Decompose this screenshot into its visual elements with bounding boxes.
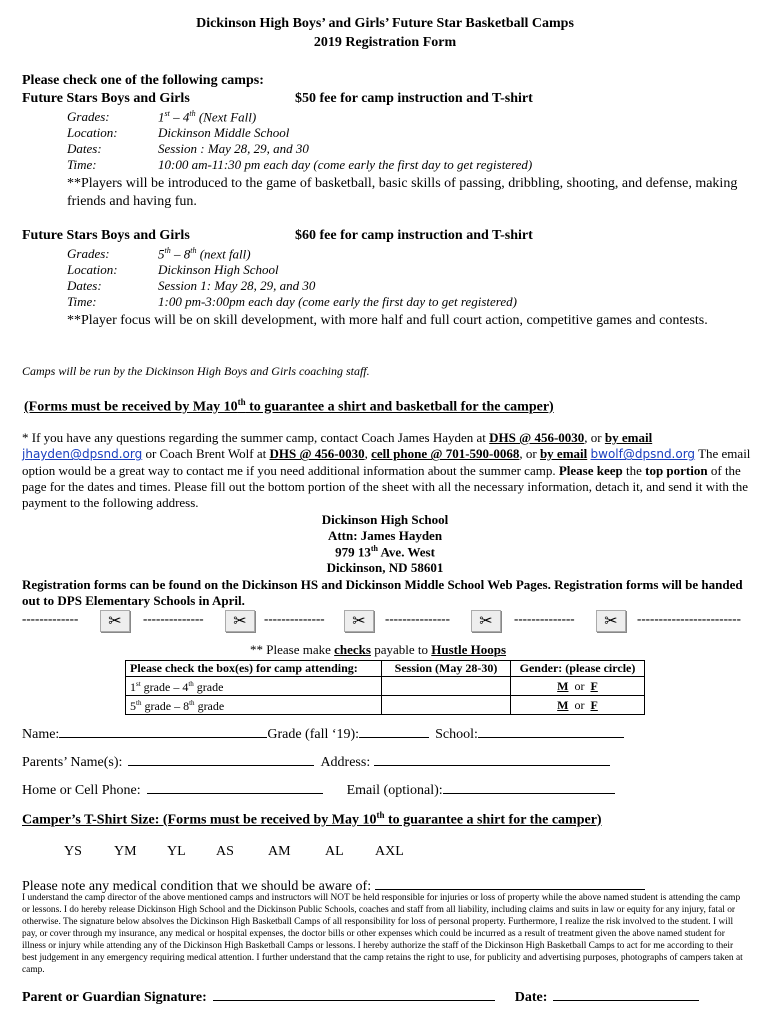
gender-cell[interactable]: M or F bbox=[511, 696, 645, 715]
page-title: Dickinson High Boys’ and Girls’ Future Star Basketball Camps bbox=[196, 16, 574, 31]
email-field[interactable] bbox=[443, 781, 615, 794]
staff-note: Camps will be run by the Dickinson High Boys and Girls coaching staff. bbox=[22, 364, 370, 378]
cut-dashes: -------------- bbox=[264, 611, 325, 626]
phone-row bbox=[22, 781, 615, 799]
liability-waiver: I understand the camp director of the above mentioned camps and instructors will NOT be held responsible for injuries or loss of property while the above named student is attending the camp or lessons. I do hereby release Dickinson High School and the Dickinson Public Schools, coaches and staff from all liability, including claims and suits in law or equity for any injury, fatal or otherwise. The signature below absolves the Dickinson High Basketball Camps of all responsibility for loss of personal property. Furthermore, I realize the risk involved to the student. I will pay, or cover through my insurance, any medical or hospital expenses, the doctor bills or other expenses which could be incurred as a result of treatment given the above named student for illness or injury while attending any of the Dickinson High Basketball Camps or lessons. I hereby authorize the staff of the Dickinson High Basketball Camps to act for me according to their best judgement in any emergency requiring medical attention. I further understand that the camp retains the right to use, for publicity and advertising purposes, photographs of campers taken at camp. bbox=[22, 893, 743, 975]
phone-label: Home or Cell Phone: bbox=[22, 783, 141, 798]
scissors-icon: ✂ bbox=[100, 610, 130, 632]
email-link-hayden[interactable]: jhayden@dpsnd.org bbox=[22, 447, 143, 462]
phone-field[interactable] bbox=[147, 781, 323, 794]
table-header: Please check the box(es) for camp attending: bbox=[126, 661, 382, 677]
size-yl[interactable]: YL bbox=[167, 844, 186, 859]
camp2-time: 1:00 pm-3:00pm each day (come early the first day to get registered) bbox=[158, 294, 517, 309]
table-header: Gender: (please circle) bbox=[511, 661, 645, 677]
camp1-name: Future Stars Boys and Girls bbox=[22, 91, 190, 106]
scissors-icon: ✂ bbox=[344, 610, 374, 632]
camp1-fee: $50 fee for camp instruction and T-shirt bbox=[295, 91, 533, 106]
name-field[interactable] bbox=[59, 725, 267, 738]
address-label: Address: bbox=[320, 755, 371, 770]
payable-note: ** Please make checks payable to Hustle Hoops bbox=[250, 642, 507, 657]
address-line1: Dickinson High School bbox=[321, 512, 449, 527]
parents-row bbox=[22, 753, 610, 771]
camp2-name: Future Stars Boys and Girls bbox=[22, 228, 190, 243]
camp1-location: Dickinson Middle School bbox=[158, 125, 290, 140]
gender-m[interactable]: M bbox=[557, 678, 569, 693]
scissors-icon: ✂ bbox=[596, 610, 626, 632]
grade-field[interactable] bbox=[359, 725, 429, 738]
size-axl[interactable]: AXL bbox=[375, 844, 404, 859]
camp1-dates-label: Dates: bbox=[67, 141, 102, 156]
grade-range-cell: 5th grade – 8th grade bbox=[126, 696, 382, 715]
cut-dashes: ------------------------ bbox=[637, 611, 741, 626]
address-line2: Attn: James Hayden bbox=[327, 528, 443, 543]
cut-dashes: ------------- bbox=[22, 611, 79, 626]
parents-field[interactable] bbox=[128, 753, 314, 766]
camp2-grades-label: Grades: bbox=[67, 246, 110, 261]
camp1-dates: Session : May 28, 29, and 30 bbox=[158, 141, 309, 156]
size-ys[interactable]: YS bbox=[64, 844, 82, 859]
size-ym[interactable]: YM bbox=[114, 844, 137, 859]
size-am[interactable]: AM bbox=[268, 844, 291, 859]
address-line4: Dickinson, ND 58601 bbox=[326, 560, 444, 575]
camp2-fee: $60 fee for camp instruction and T-shirt bbox=[295, 228, 533, 243]
date-field[interactable] bbox=[553, 988, 699, 1001]
cut-dashes: -------------- bbox=[514, 611, 575, 626]
intro-heading: Please check one of the following camps: bbox=[22, 73, 264, 88]
camp2-location-label: Location: bbox=[67, 262, 118, 277]
address-field[interactable] bbox=[374, 753, 610, 766]
camp1-grades: 1st – 4th (Next Fall) bbox=[158, 109, 257, 125]
size-al[interactable]: AL bbox=[325, 844, 344, 859]
school-field[interactable] bbox=[478, 725, 624, 738]
deadline-notice: (Forms must be received by May 10th to guarantee a shirt and basketball for the camper) bbox=[24, 397, 554, 415]
session-checkbox[interactable] bbox=[382, 677, 511, 696]
medical-field[interactable] bbox=[375, 877, 645, 890]
cut-dashes: --------------- bbox=[385, 611, 450, 626]
camp1-note: **Players will be introduced to the game of basketball, basic skills of passing, dribbling, shooting, and defense, making friends and having fun. bbox=[67, 176, 738, 209]
gender-f[interactable]: F bbox=[590, 697, 598, 712]
name-label: Name: bbox=[22, 727, 60, 742]
table-header: Session (May 28-30) bbox=[382, 661, 511, 677]
parents-label: Parents’ Name(s): bbox=[22, 755, 123, 770]
camp2-location: Dickinson High School bbox=[158, 262, 279, 277]
signature-label: Parent or Guardian Signature: bbox=[22, 990, 207, 1005]
tshirt-heading: Camper’s T-Shirt Size: (Forms must be received by May 10th to guarantee a shirt for the camper) bbox=[22, 810, 602, 828]
camp1-location-label: Location: bbox=[67, 125, 118, 140]
grade-range-cell: 1st grade – 4th grade bbox=[126, 677, 382, 696]
signature-field[interactable] bbox=[213, 988, 495, 1001]
signature-row bbox=[22, 988, 699, 1006]
page-subtitle: 2019 Registration Form bbox=[313, 35, 457, 50]
camp2-time-label: Time: bbox=[67, 294, 97, 309]
session-checkbox[interactable] bbox=[382, 696, 511, 715]
table-row bbox=[126, 696, 645, 715]
camp-selection-table bbox=[125, 660, 645, 715]
registration-note: Registration forms can be found on the Dickinson HS and Dickinson Middle School Web Pages. Registration forms will be handed out to DPS Elementary Schools in April. bbox=[22, 577, 743, 608]
scissors-icon: ✂ bbox=[225, 610, 255, 632]
school-label: School: bbox=[435, 727, 478, 742]
camp1-time-label: Time: bbox=[67, 157, 97, 172]
table-row bbox=[126, 677, 645, 696]
medical-label: Please note any medical condition that we should be aware of: bbox=[22, 879, 372, 894]
camp2-dates: Session 1: May 28, 29, and 30 bbox=[158, 278, 316, 293]
grade-label: Grade (fall ‘19): bbox=[267, 727, 360, 742]
contact-paragraph: * If you have any questions regarding the summer camp, contact Coach James Hayden at DHS @ 456-0030, or by email jhayden@dpsnd.org or Coach Brent Wolf at DHS @ 456-0030, cell phone @ 701-590-0068, or by email bwolf@dpsnd.org The email option would be a great way to contact me if you need additional information about the summer camp. Please keep the top portion of the page for the dates and times. Please fill out the bottom portion of the sheet with all the necessary information, detach it, and send it with the payment to the following address. bbox=[22, 430, 751, 511]
date-label: Date: bbox=[514, 990, 548, 1005]
cut-dashes: -------------- bbox=[143, 611, 204, 626]
gender-cell[interactable]: M or F bbox=[511, 677, 645, 696]
camp2-dates-label: Dates: bbox=[67, 278, 102, 293]
gender-m[interactable]: M bbox=[557, 697, 569, 712]
camp1-time: 10:00 am-11:30 pm each day (come early the first day to get registered) bbox=[158, 157, 533, 172]
address-line3: 979 13th Ave. West bbox=[335, 544, 435, 560]
scissors-icon: ✂ bbox=[471, 610, 501, 632]
camp2-note: **Player focus will be on skill development, with more half and full court action, competitive games and contests. bbox=[67, 313, 708, 328]
camp1-grades-label: Grades: bbox=[67, 109, 110, 124]
name-row bbox=[22, 725, 624, 743]
camp2-grades: 5th – 8th (next fall) bbox=[158, 246, 251, 262]
email-label: Email (optional): bbox=[346, 783, 443, 798]
size-as[interactable]: AS bbox=[216, 844, 234, 859]
gender-f[interactable]: F bbox=[590, 678, 598, 693]
email-link-wolf[interactable]: bwolf@dpsnd.org bbox=[590, 447, 696, 462]
